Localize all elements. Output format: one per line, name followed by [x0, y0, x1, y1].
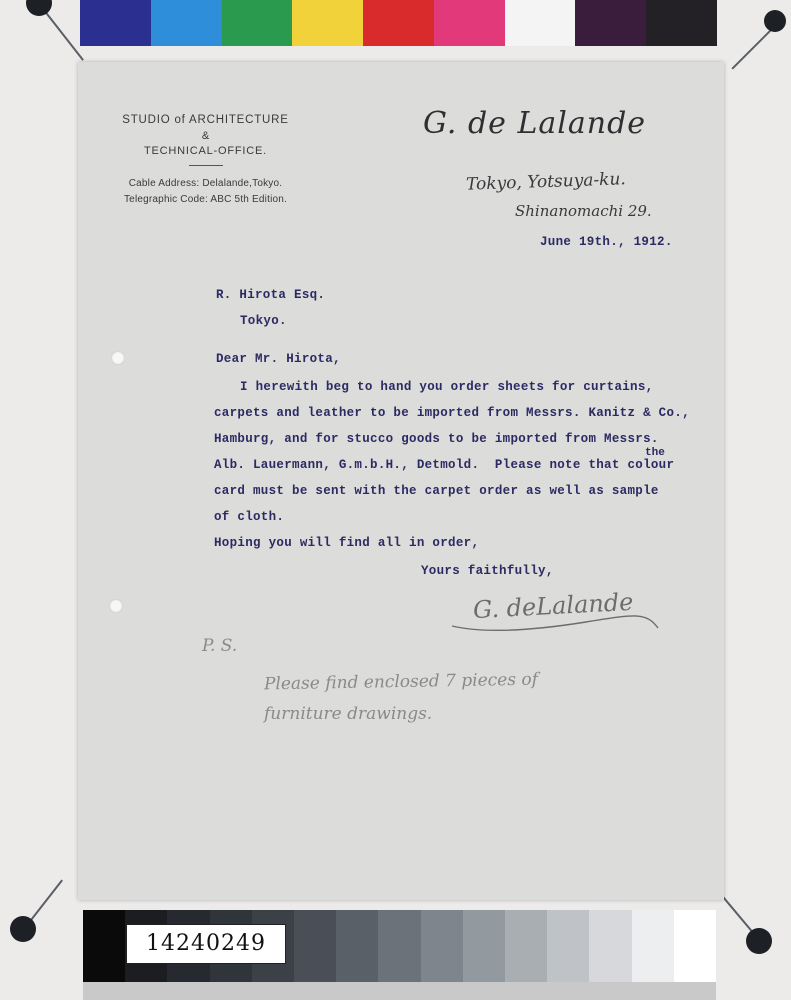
- gray-patch: [336, 910, 378, 982]
- bottom-strip: [83, 982, 716, 1000]
- postscript-line-1: Please find enclosed 7 pieces of: [263, 669, 539, 695]
- letterhead-cable-address: Cable Address: Delalande,Tokyo.: [128, 178, 283, 189]
- valediction: Yours faithfully,: [421, 564, 554, 578]
- gray-patch: [378, 910, 420, 982]
- letterhead-left-block: [78, 114, 333, 208]
- color-calibration-bar: [80, 0, 717, 46]
- color-patch: [646, 0, 717, 46]
- punch-hole-top: [111, 351, 125, 365]
- gray-patch: [421, 910, 463, 982]
- salutation: Dear Mr. Hirota,: [216, 352, 341, 366]
- recipient-name: R. Hirota Esq.: [216, 288, 326, 302]
- letterhead-telegraphic-code: Telegraphic Code: ABC 5th Edition.: [123, 194, 287, 205]
- body-line: Hamburg, and for stucco goods to be imported from Messrs.: [214, 432, 659, 446]
- color-patch: [80, 0, 151, 46]
- postscript-label: P. S.: [202, 636, 238, 656]
- body-line: Alb. Lauermann, G.m.b.H., Detmold. Please note that colour: [214, 458, 675, 472]
- color-patch: [151, 0, 222, 46]
- letterhead-city: Tokyo, Yotsuya-ku.: [465, 169, 627, 195]
- letter-date: June 19th., 1912.: [540, 235, 673, 249]
- color-patch: [434, 0, 505, 46]
- letterhead-name: G. de Lalande: [423, 106, 647, 141]
- gray-patch: [674, 910, 716, 982]
- letterhead-divider: [189, 165, 223, 166]
- postscript-line-2: furniture drawings.: [264, 704, 433, 724]
- inserted-word: the: [645, 447, 665, 459]
- body-line: carpets and leather to be imported from Messrs. Kanitz & Co.,: [214, 406, 690, 420]
- gray-patch: [632, 910, 674, 982]
- gray-patch: [505, 910, 547, 982]
- closing-line: Hoping you will find all in order,: [214, 536, 480, 550]
- body-line: of cloth.: [214, 510, 285, 524]
- gray-patch: [463, 910, 505, 982]
- letterhead-ampersand: &: [201, 130, 210, 142]
- archive-id-label: 14240249: [126, 924, 286, 964]
- gray-patch: [547, 910, 589, 982]
- color-patch: [363, 0, 434, 46]
- color-patch: [292, 0, 363, 46]
- letter-paper: [78, 62, 724, 900]
- signature: G. deLalande: [472, 587, 635, 625]
- body-line: card must be sent with the carpet order as well as sample: [214, 484, 659, 498]
- color-patch: [505, 0, 576, 46]
- gray-patch: [83, 910, 125, 982]
- letterhead-technical-office: TECHNICAL-OFFICE.: [144, 145, 267, 157]
- signature-flourish: [446, 602, 666, 638]
- letterhead-street: Shinanomachi 29.: [515, 202, 652, 220]
- body-line: I herewith beg to hand you order sheets for curtains,: [240, 380, 654, 394]
- letterhead-studio: STUDIO of ARCHITECTURE: [122, 114, 289, 126]
- punch-hole-bottom: [109, 599, 123, 613]
- color-patch: [575, 0, 646, 46]
- gray-patch: [589, 910, 631, 982]
- color-patch: [222, 0, 293, 46]
- recipient-city: Tokyo.: [240, 314, 287, 328]
- gray-patch: [294, 910, 336, 982]
